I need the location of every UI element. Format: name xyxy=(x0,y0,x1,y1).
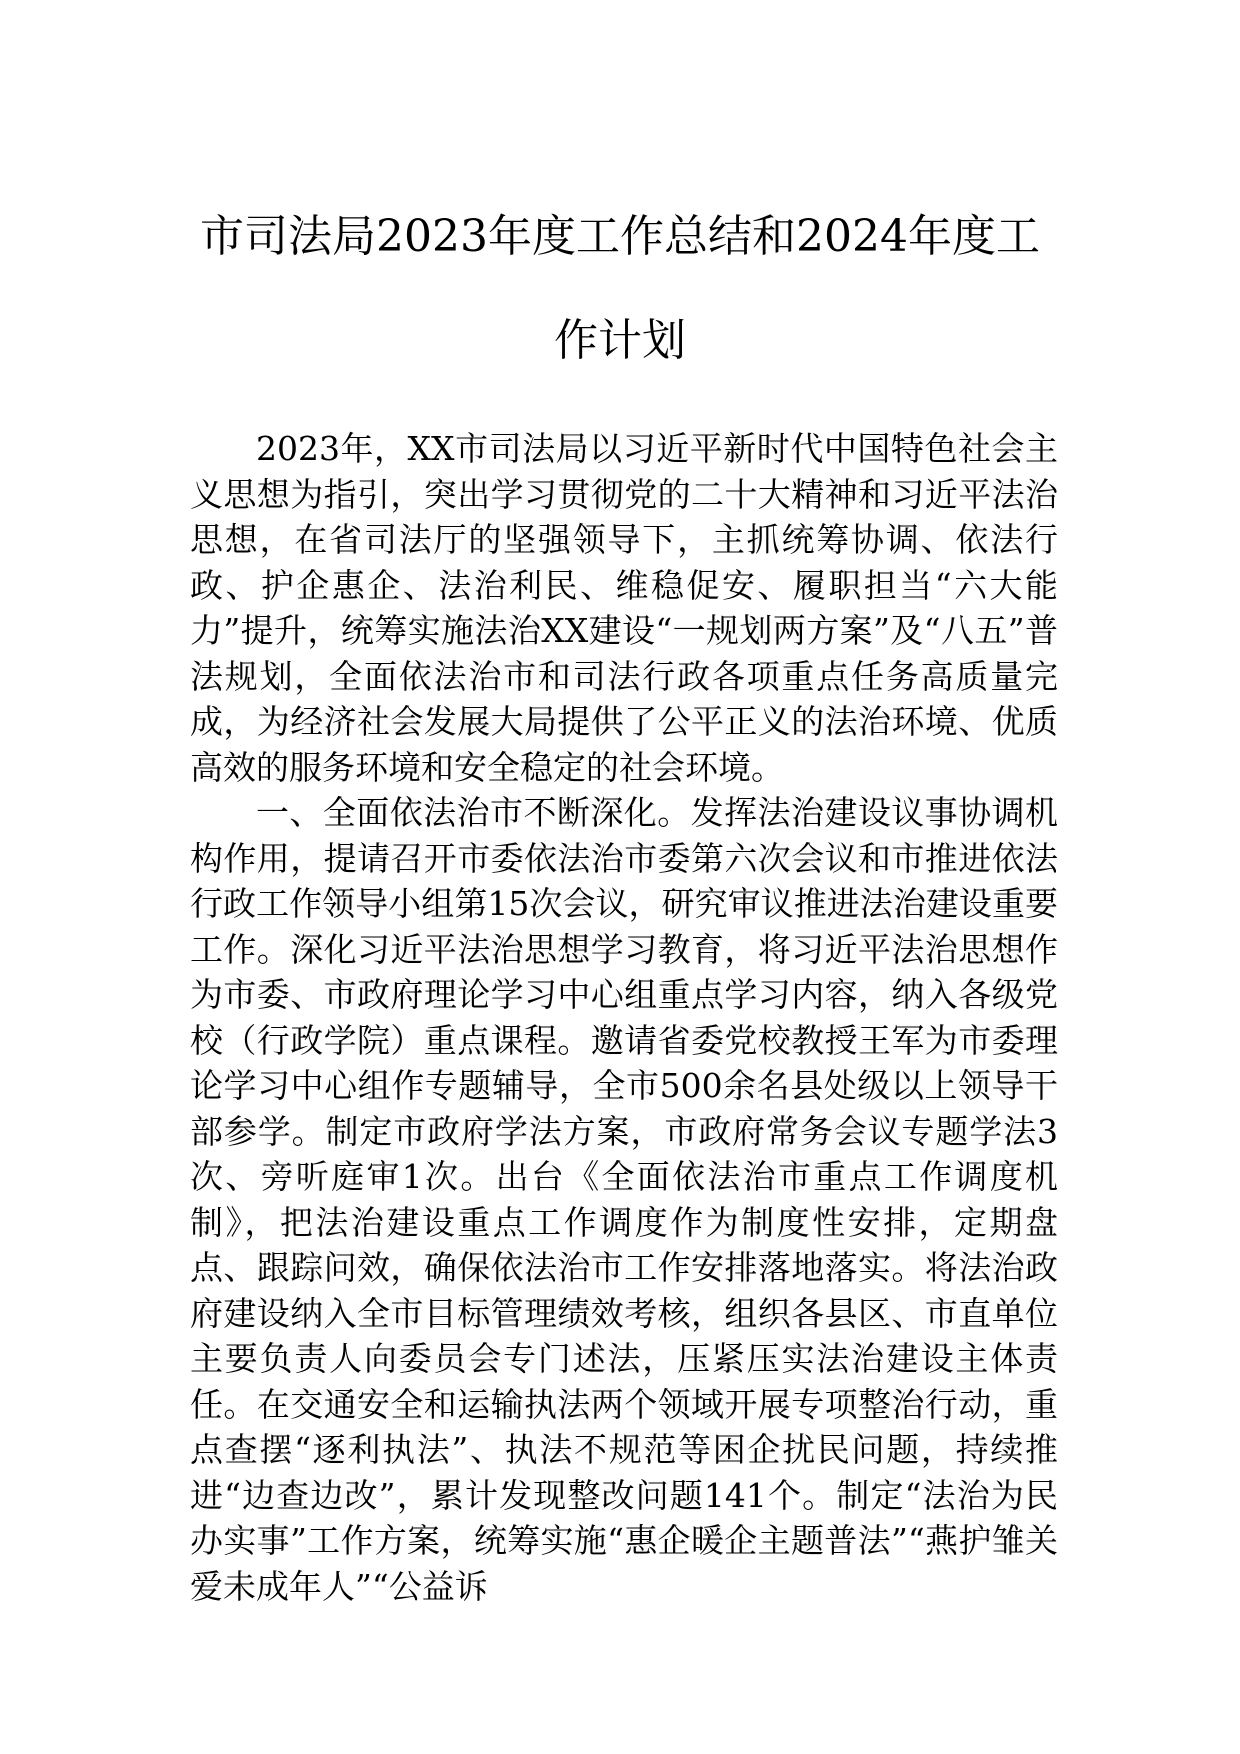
paragraph-section-1: 一、全面依法治市不断深化。发挥法治建设议事协调机构作用，提请召开市委依法治市委第六次会议和市推进依法行政工作领导小组第15次会议，研究审议推进法治建设重要工作。深化习近平法治思想学习教育，将习近平法治思想作为市委、市政府理论学习中心组重点学习内容，纳入各级党校（行政学院）重点课程。邀请省委党校教授王军为市委理论学习中心组作专题辅导，全市500余名县处级以上领导干部参学。制定市政府学法方案，市政府常务会议专题学法3次、旁听庭审1次。出台《全面依法治市重点工作调度机制》，把法治建设重点工作调度作为制度性安排，定期盘点、跟踪问效，确保依法治市工作安排落地落实。将法治政府建设纳入全市目标管理绩效考核，组织各县区、市直单位主要负责人向委员会专门述法，压紧压实法治建设主体责任。在交通安全和运输执法两个领域开展专项整治行动，重点查摆“逐利执法”、执法不规范等困企扰民问题，持续推进“边查边改”，累计发现整改问题141个。制定“法治为民办实事”工作方案，统筹实施“惠企暖企主题普法”“燕护雏关爱未成年人”“公益诉 xyxy=(190,793,1058,1606)
document-title-line-2: 作计划 xyxy=(554,315,686,366)
paragraph-intro: 2023年，XX市司法局以习近平新时代中国特色社会主义思想为指引，突出学习贯彻党的二十大精神和习近平法治思想，在省司法厅的坚强领导下，主抓统筹协调、依法行政、护企惠企、法治利民、维稳促安、履职担当“六大能力”提升，统筹实施法治XX建设“一规划两方案”及“八五”普法规划，全面依法治市和司法行政各项重点任务高质量完成，为经济社会发展大局提供了公平正义的法治环境、优质高效的服务环境和安全稳定的社会环境。 xyxy=(190,429,1058,787)
document-title xyxy=(170,185,1070,393)
document-title-line-1: 市司法局2023年度工作总结和2024年度工 xyxy=(200,211,1040,262)
document-body xyxy=(190,426,1058,1609)
